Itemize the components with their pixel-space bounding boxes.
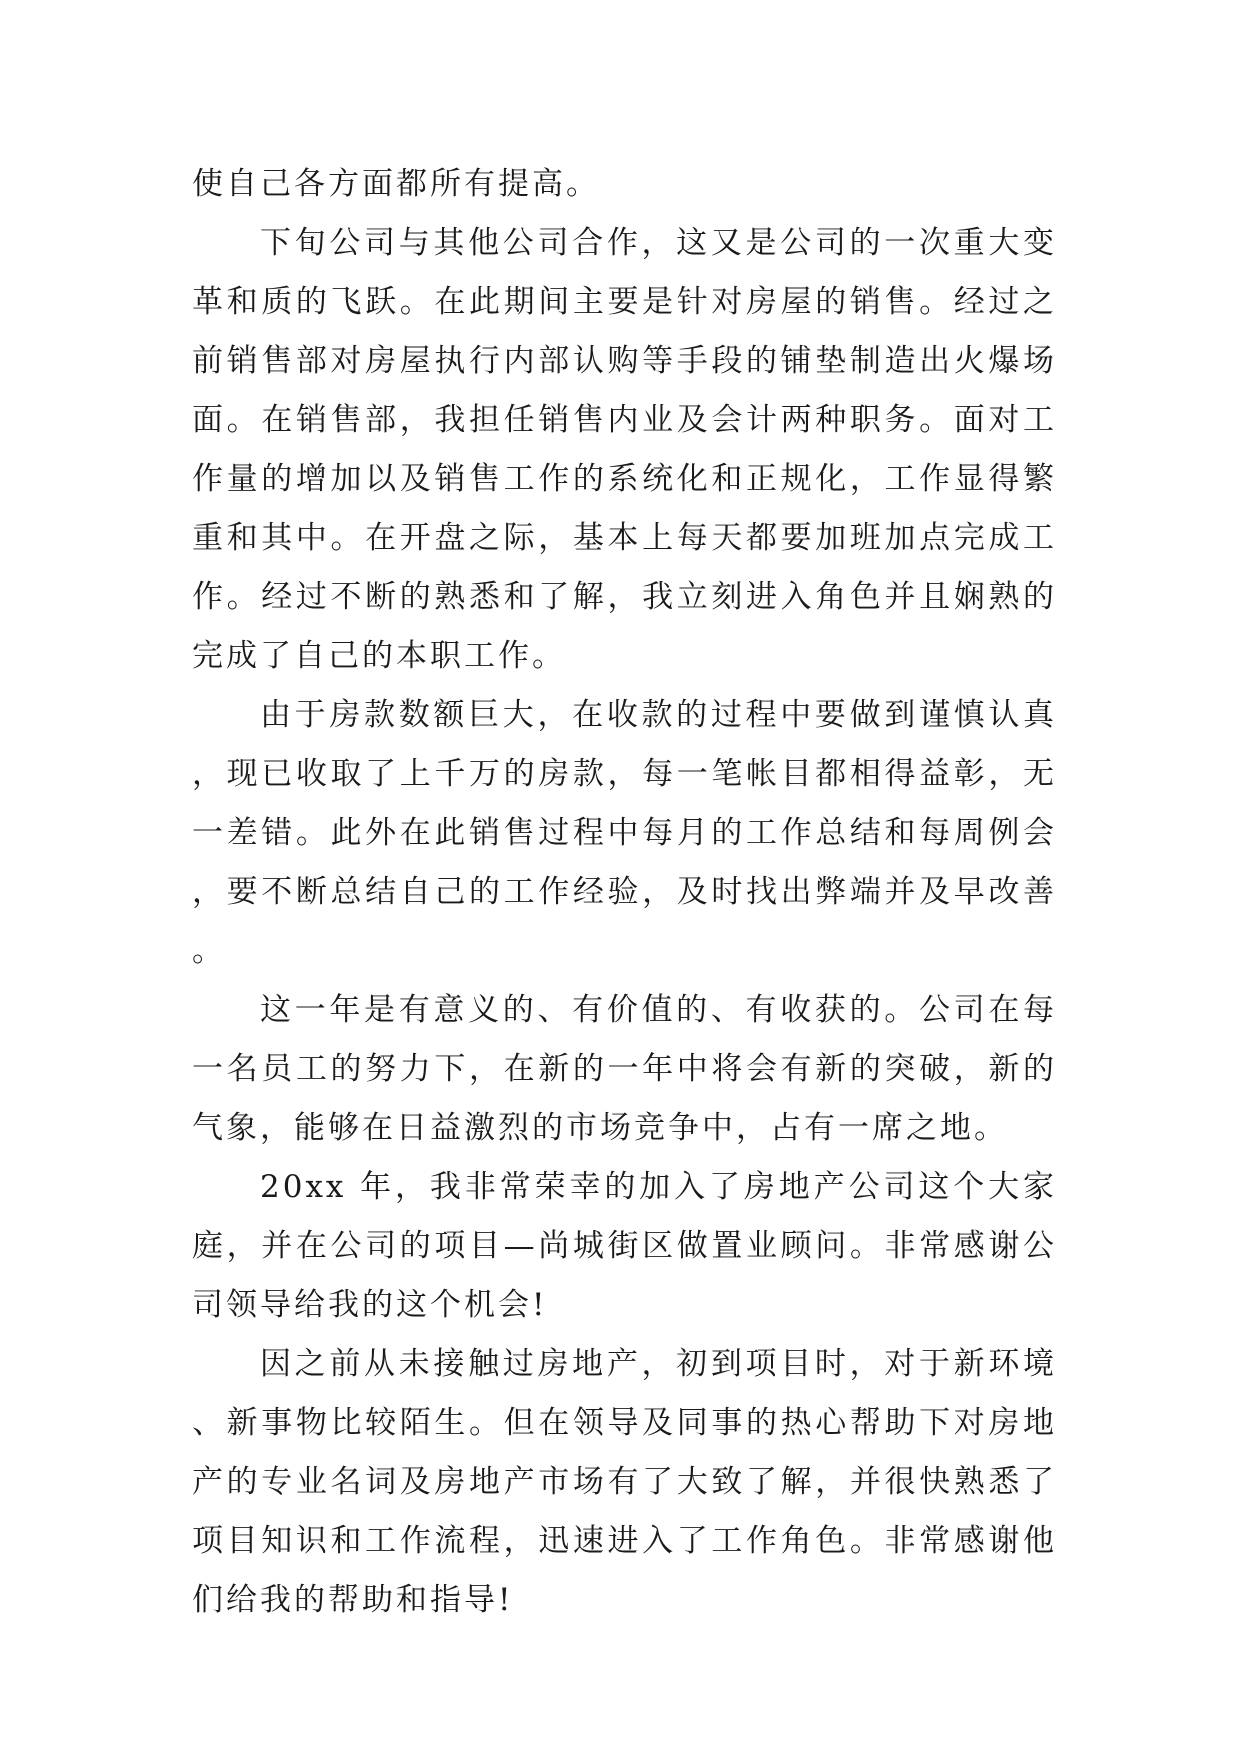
document-body — [192, 155, 1057, 1630]
paragraph-cooperation: 下旬公司与其他公司合作，这又是公司的一次重大变革和质的飞跃。在此期间主要是针对房屋的销售。经过之前销售部对房屋执行内部认购等手段的铺垫制造出火爆场面。在销售部，我担任销售内业及会计两种职务。面对工作量的增加以及销售工作的系统化和正规化，工作显得繁重和其中。在开盘之际，基本上每天都要加班加点完成工作。经过不断的熟悉和了解，我立刻进入角色并且娴熟的完成了自己的本职工作。 — [192, 225, 1057, 674]
paragraph-learning: 因之前从未接触过房地产，初到项目时，对于新环境、新事物比较陌生。但在领导及同事的热心帮助下对房地产的专业名词及房地产市场有了大致了解，并很快熟悉了项目知识和工作流程，迅速进入了工作角色。非常感谢他们给我的帮助和指导! — [192, 1346, 1057, 1618]
paragraph-joining-company: 20xx 年，我非常荣幸的加入了房地产公司这个大家庭，并在公司的项目—尚城街区做置业顾问。非常感谢公司领导给我的这个机会! — [192, 1169, 1057, 1323]
paragraph-continuation: 使自己各方面都所有提高。 — [192, 166, 600, 202]
paragraph-payment-collection: 由于房款数额巨大，在收款的过程中要做到谨慎认真，现已收取了上千万的房款，每一笔帐目都相得益彰，无一差错。此外在此销售过程中每月的工作总结和每周例会，要不断总结自己的工作经验，及时找出弊端并及早改善。 — [192, 697, 1057, 969]
paragraph-year-summary: 这一年是有意义的、有价值的、有收获的。公司在每一名员工的努力下，在新的一年中将会有新的突破，新的气象，能够在日益激烈的市场竞争中，占有一席之地。 — [192, 992, 1057, 1146]
